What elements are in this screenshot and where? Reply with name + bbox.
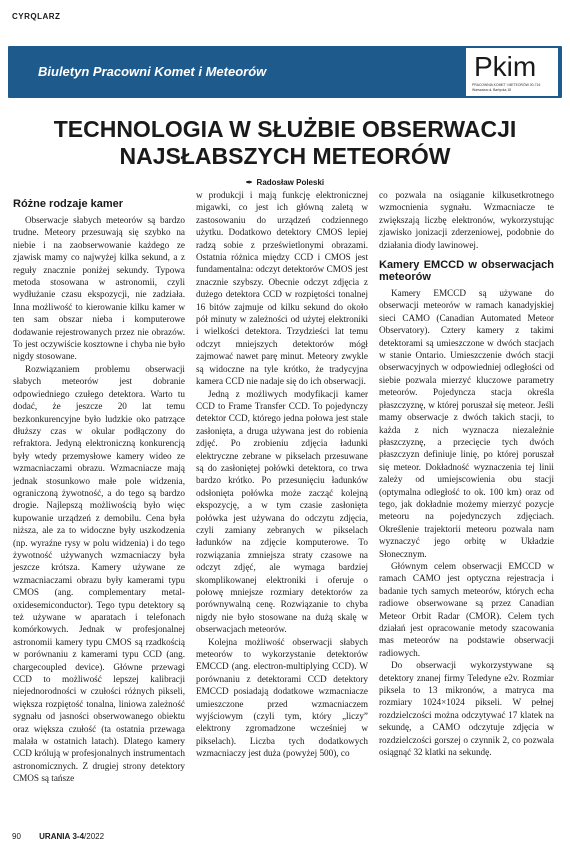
paragraph: Do obserwacji wykorzystywane są detektory znanej firmy Teledyne e2v. Rozmiar piksela to 13 mikronów, a matryca ma rozmiary 1024×1024 pikseli. W pełnej rozdzielczości można odczytywać 17 klatek na sekundę, a CAMO odczytuje zdjęcia w rozdzielczości gorszej o czynnik 2, co pozwala osiągnąć 32 klatki na sekundę. xyxy=(379,660,554,758)
paragraph: Kamery EMCCD są używane do obserwacji meteorów w ramach kanadyjskiej sieci CAMO (Canadian Automated Meteor Observatory). Cztery kamery z takimi detektorami są umieszczone w dwóch stacjach w stanie Ontario. Umieszczenie dwóch stacji obserwacyjnych w odpowiedniej odległości od siebie pozwala mierzyć kluczowe parametry meteorów. Pojedyncza stacja określa płaszczyznę, w której poruszał się meteor. Jeśli mamy obserwacje z dwóch takich stacji, to każda z nich wyznacza niezależnie płaszczyznę, a przecięcie tych dwóch płaszczyzn definiuje linię, po której poruszał się meteor. Dokładność wyznaczenia tej linii zależy od umiejscowienia obu stacji (optymalna odległość to ok. 100 km) oraz od tego, jak dokładnie możemy mierzyć pozycje meteoru na pojedynczych zdjęciach. Określenie trajektorii meteoru pozwala nam wyznaczyć jego orbitę w Układzie Słonecznym. xyxy=(379,288,554,559)
title-line-2: NAJSŁABSZYCH METEORÓW xyxy=(119,143,451,169)
magazine-name: URANIA xyxy=(39,832,71,841)
paragraph: w produkcji i mają funkcję elektronicznej migawki, co jest ich główną zaletą w zastosowaniu do urządzeń codziennego użytku. Dodatkowo detektory CMOS lepiej radzą sobie z prześwietlonymi obrazami. Ostatnia różnica między CCD i CMOS jest fundamentalna: odczyt detektorów CMOS jest znacznie szybszy. Obecnie odczyt zdjęcia z dużego detektora CCD w rozpiętości tonalnej 16 bitów zajmuje od kilku sekund do około pół minuty w zależności od użytej elektroniki i wielkości detektora. Trzydzieści lat temu odczyt mniejszych detektorów mógł zajmować nawet parę minut. Meteory zwykle są widoczne na tyle krótko, że tradycyjna kamera CCD nie nadaje się do ich obserwacji. xyxy=(196,190,368,387)
column-3 xyxy=(379,189,554,758)
article-title xyxy=(0,116,570,170)
logo-mark: Pkim xyxy=(474,51,537,82)
paragraph: Rozwiązaniem problemu obserwacji słabych meteorów jest dobranie odpowiedniego czułego detektora. Warto tu dodać, że jeszcze 20 lat temu bezkonkurencyjne było ludzkie oko patrzące dłuższy czas w okular podłączony do refraktora. Jedyną elektroniczną konkurencją były wtedy przemysłowe kamery wideo ze wzmacniaczami obrazu. Wzmacniacze mają jednak stosunkowo małe pole widzenia, ograniczoną żywotność, a do tego są bardzo drogie. Najlepszą możliwością było więc kupowanie urządzeń z demobilu. Cena była niższa, ale za to widoczne były uszkodzenia (np. wyraźne rysy w polu widzenia) i do tego żywotność używanych wzmacniaczy była jeszcze krótsza. Kamery używane ze wzmacniaczami obrazu były kamerami typu CMOS (ang. complementary metal-oxidesemiconductor). Tego typu detektory są też używane w aparatach i telefonach komórkowych. Jednak w profesjonalnej astronomii kamery typu CMOS są rzadkością w porównaniu z kamerami typu CCD (ang. chargecoupled device). Główne przewagi CCD to możliwość lepszej kalibracji niejednorodności w czułości różnych pikseli, większa rozpiętość tonalna, liniowa zależność sygnału od jasności obserwowanego obiektu oraz większa czułość (ta ostatnia przewaga malała w ostatnich latach). Dlatego kamery CCD królują w profesjonalnych instrumentach astronomicznych. Z drugiej strony detektory CMOS są tańsze xyxy=(13,363,185,784)
pkim-logo xyxy=(466,48,558,96)
section-label: CYRQLARZ xyxy=(12,12,61,21)
title-line-1: TECHNOLOGIA W SŁUŻBIE OBSERWACJI xyxy=(53,116,517,142)
author-name: Radosław Poleski xyxy=(256,178,325,187)
issue-number xyxy=(72,832,104,841)
issue-bold: 3-4 xyxy=(72,832,85,841)
column-1 xyxy=(13,196,185,785)
paragraph: Kolejna możliwość obserwacji słabych meteorów to wykorzystanie detektorów EMCCD (ang. electron-multiplying CCD). W porównaniu z detektorami CCD detektory EMCCD posiadają dodatkowe wzmacniacze umieszczone przed wzmacniaczem wyjściowym (czyli tym, który „liczy” elektrony zgromadzone wcześniej w pikselach). Liczba tych dodatkowych wzmacniaczy jest duża (powyżej 500), co xyxy=(196,636,368,759)
section-heading-emccd: Kamery EMCCD w obserwacjach meteorów xyxy=(379,259,554,284)
paragraph: Głównym celem obserwacji EMCCD w ramach CAMO jest optyczna rejestracja i badanie tych samych meteorów, których echa radiowe obserwowane są przez Canadian Meteor Orbit Radar (CMOR). Celem tych działań jest opracowanie metody szacowania mas meteorów na podstawie obserwacji radiowych. xyxy=(379,560,554,658)
author-byline xyxy=(0,178,570,187)
section-heading-camera-types: Różne rodzaje kamer xyxy=(13,198,124,210)
bulletin-title: Biuletyn Pracowni Komet i Meteorów xyxy=(38,64,267,79)
column-2 xyxy=(196,189,368,760)
page-number: 90 xyxy=(12,832,21,841)
logo-subtext: PRACOWNIA KOMET I METEORÓW 00-716 Warszawa ul. Bartycka 18 xyxy=(472,83,541,92)
paragraph: Obserwacje słabych meteorów są bardzo trudne. Meteory przesuwają się szybko na niebie i na zaobserwowanie każdego ze zjawisk mamy co najwyżej kilka sekund, a z reguły znacznie poniżej sekundy. Typowa metoda stosowana w astronomii, czyli wydłużanie czasu ekspozycji, nie zadziała. Inna możliwość to kierowanie kilku kamer w ten sam obszar nieba i komputerowe dodawanie rejestrowanych przez nie obrazów. To jest oczywiście kosztowne i chyba nie było nigdy stosowane. xyxy=(13,215,185,362)
page-footer xyxy=(12,832,104,841)
pen-icon: ✒ xyxy=(245,178,253,187)
issue-year: /2022 xyxy=(84,832,105,841)
paragraph: co pozwala na osiąganie kilkusetkrotnego wzmocnienia sygnału. Wzmacniacze te zwiększają liczbę elektronów, wykorzystując zjawisko jonizacji zderzeniowej, podobnie do działania diody lawinowej. xyxy=(379,190,554,250)
paragraph: Jedną z możliwych modyfikacji kamer CCD to Frame Transfer CCD. To pojedynczy detektor CCD, którego jedna połowa jest stale zasłonięta, a druga używana jest do robienia zdjęć. Po zrobieniu zdjęcia ładunki elektryczne zebrane w pikselach przesuwane są do zasłoniętej połówki detektora, co trwa bardzo krótko. Po przesunięciu ładunków odsłonięta połówka może zacząć kolejną ekspozycję, a w tym czasie zasłonięta połówka jest używana do odczytu zdjęcia, czyli zamiany zebranych w pikselach ładunków na zdjęcie komputerowe. To rozwiązania zmniejsza straty czasowe na odczyt zdjęć, ale wymaga bardziej skomplikowanej elektroniki i oferuje o połowę mniejsze rozmiary detektorów za porównywalną cenę. Rozwiązanie to chyba nigdy nie było stosowane na dużą skalę w obserwacjach meteorów. xyxy=(196,388,368,635)
